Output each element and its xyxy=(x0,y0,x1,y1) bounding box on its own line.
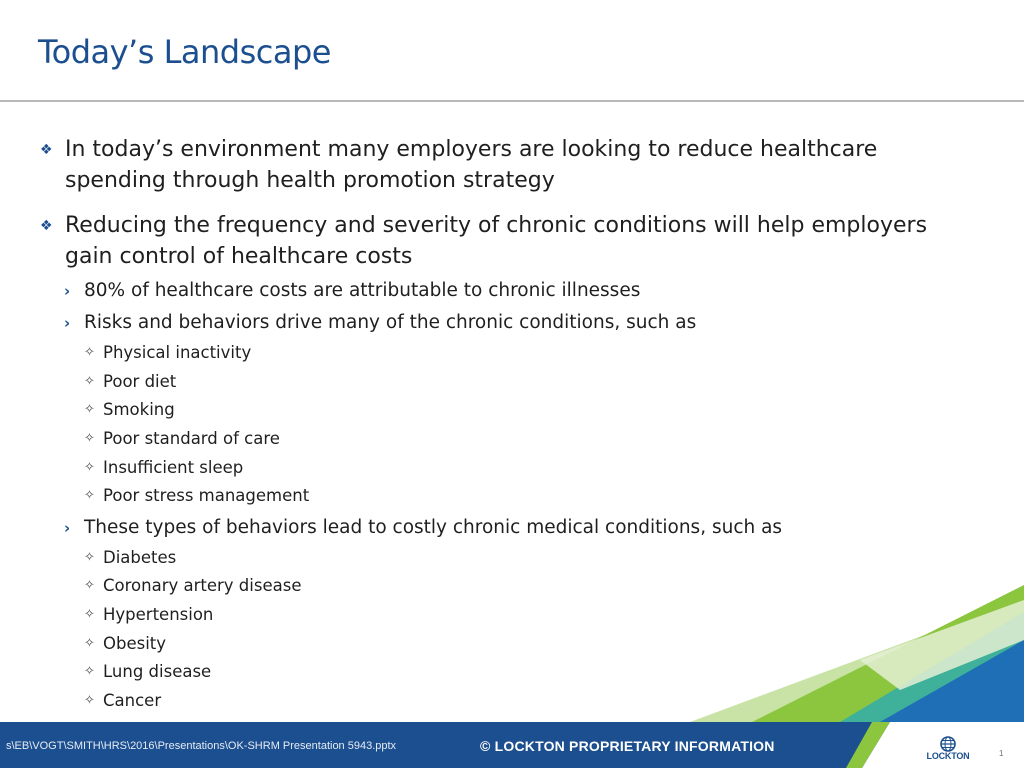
sub-bullet-text: Risks and behaviors drive many of the chronic conditions, such as xyxy=(84,312,697,333)
sub-sub-bullet-text: Smoking xyxy=(103,400,175,419)
sub-sub-bullet-text: Poor stress management xyxy=(103,486,310,505)
four-point-star-icon: ✧ xyxy=(84,578,95,593)
chevron-right-icon: › xyxy=(64,519,71,537)
sub-sub-bullet-text: Lung disease xyxy=(103,662,212,681)
sub-sub-bullet-text: Poor diet xyxy=(103,372,177,391)
sub-sub-bullet-text: Hypertension xyxy=(103,605,214,624)
chevron-right-icon: › xyxy=(64,314,71,332)
footer-copyright: © LOCKTON PROPRIETARY INFORMATION xyxy=(480,738,775,754)
sub-sub-bullet-text: Obesity xyxy=(103,634,167,653)
sub-sub-bullet-text: Cancer xyxy=(103,691,162,710)
diamond-four-icon: ❖ xyxy=(40,218,53,234)
diamond-four-icon: ❖ xyxy=(40,142,53,158)
footer-file-path: s\EB\VOGT\SMITH\HRS\2016\Presentations\OK-SHRM Presentation 5943.pptx xyxy=(6,740,397,752)
sub-sub-bullet-text: Coronary artery disease xyxy=(103,576,302,595)
four-point-star-icon: ✧ xyxy=(84,460,95,475)
four-point-star-icon: ✧ xyxy=(84,636,95,651)
sub-bullet-text: 80% of healthcare costs are attributable to chronic illnesses xyxy=(84,280,641,301)
four-point-star-icon: ✧ xyxy=(84,664,95,679)
four-point-star-icon: ✧ xyxy=(84,431,95,446)
bullet-text: Reducing the frequency and severity of chronic conditions will help employers gain control of healthcare costs xyxy=(65,213,928,269)
sub-sub-bullet-text: Physical inactivity xyxy=(103,343,252,362)
four-point-star-icon: ✧ xyxy=(84,345,95,360)
chevron-right-icon: › xyxy=(64,282,71,300)
four-point-star-icon: ✧ xyxy=(84,607,95,622)
globe-icon xyxy=(918,736,978,752)
sub-bullet-text: These types of behaviors lead to costly chronic medical conditions, such as xyxy=(84,517,783,538)
four-point-star-icon: ✧ xyxy=(84,402,95,417)
sub-sub-bullet-text: Poor standard of care xyxy=(103,429,280,448)
logo-wordmark: LOCKTON xyxy=(926,751,970,761)
page-number: 1 xyxy=(999,749,1004,758)
four-point-star-icon: ✧ xyxy=(84,488,95,503)
bullet-text: In today’s environment many employers are looking to reduce healthcare spending through health promotion strategy xyxy=(65,137,878,193)
sub-sub-bullet-text: Insufficient sleep xyxy=(103,458,244,477)
four-point-star-icon: ✧ xyxy=(84,374,95,389)
four-point-star-icon: ✧ xyxy=(84,550,95,565)
slide-title: Today’s Landscape xyxy=(38,33,331,71)
lockton-logo xyxy=(918,736,978,764)
four-point-star-icon: ✧ xyxy=(84,693,95,708)
sub-sub-bullet-text: Diabetes xyxy=(103,548,177,567)
